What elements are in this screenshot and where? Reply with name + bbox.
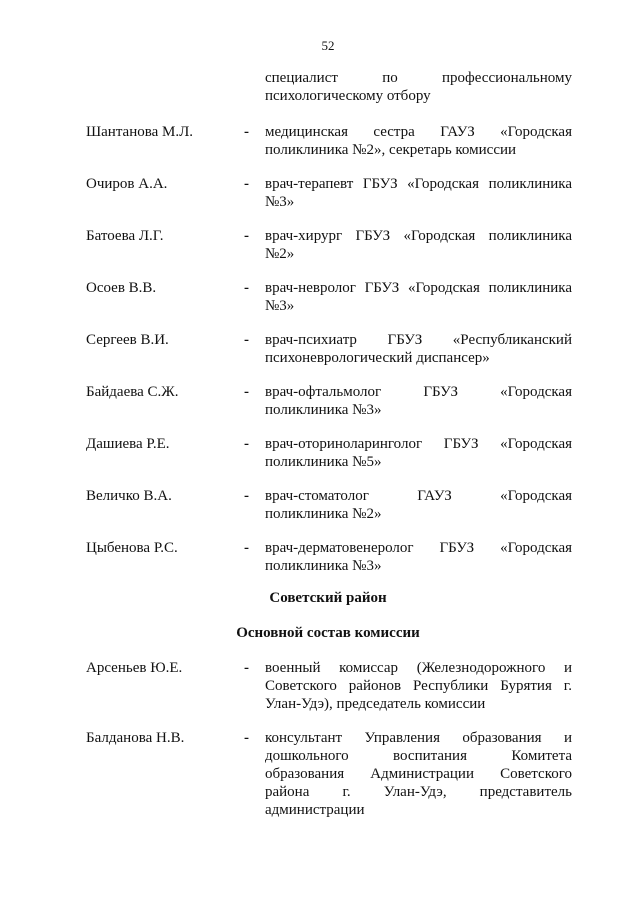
- description-line: врач-офтальмолог ГБУЗ «Городская: [265, 384, 572, 400]
- description-line: №2»: [265, 246, 295, 262]
- description-line: №3»: [265, 298, 295, 314]
- dash-separator: -: [244, 660, 249, 676]
- member-name: Арсеньев Ю.Е.: [86, 660, 183, 676]
- dash-separator: -: [244, 436, 249, 452]
- description-line: врач-оториноларинголог ГБУЗ «Городская: [265, 436, 572, 452]
- description-line: образования Администрации Советского: [265, 766, 572, 782]
- member-name: Осоев В.В.: [86, 280, 157, 296]
- description-line: администрации: [265, 802, 365, 818]
- description-line: поликлиника №5»: [265, 454, 382, 470]
- member-position: [265, 729, 572, 819]
- dash-separator: -: [244, 332, 249, 348]
- member-name: Очиров А.А.: [86, 176, 168, 192]
- description-line: врач-психиатр ГБУЗ «Республиканский: [265, 332, 572, 348]
- section-title: Советский район: [269, 590, 387, 606]
- dash-separator: -: [244, 488, 249, 504]
- description-line: врач-хирург ГБУЗ «Городская поликлиника: [265, 228, 572, 244]
- dash-separator: -: [244, 124, 249, 140]
- description-line: поликлиника №3»: [265, 558, 382, 574]
- description-line: врач-стоматолог ГАУЗ «Городская: [265, 488, 572, 504]
- description-line: поликлиника №3»: [265, 402, 382, 418]
- dash-separator: -: [244, 730, 249, 746]
- member-name: Балданова Н.В.: [86, 730, 185, 746]
- description-line: поликлиника №2»: [265, 506, 382, 522]
- dash-separator: -: [244, 176, 249, 192]
- member-position: [265, 227, 572, 263]
- description-line: психоневрологический диспансер»: [265, 350, 490, 366]
- member-position: [265, 539, 572, 575]
- member-position: [265, 435, 572, 471]
- member-position: [265, 175, 572, 211]
- entry-description: [265, 69, 572, 105]
- description-line: Советского районов Республики Бурятия г.: [265, 678, 572, 694]
- member-name: Сергеев В.И.: [86, 332, 169, 348]
- description-line: врач-терапевт ГБУЗ «Городская поликлиника: [265, 176, 572, 192]
- member-position: [265, 331, 572, 367]
- description-line: №3»: [265, 194, 295, 210]
- description-line: специалист по профессиональному: [265, 70, 572, 86]
- description-line: консультант Управления образования и: [265, 730, 572, 746]
- member-position: [265, 123, 572, 159]
- description-line: дошкольного воспитания Комитета: [265, 748, 572, 764]
- description-line: военный комиссар (Железнодорожного и: [265, 660, 572, 676]
- member-name: Дашиева Р.Е.: [86, 436, 170, 452]
- dash-separator: -: [244, 280, 249, 296]
- member-position: [265, 279, 572, 315]
- description-line: медицинская сестра ГАУЗ «Городская: [265, 124, 572, 140]
- description-line: поликлиника №2», секретарь комиссии: [265, 142, 517, 158]
- member-position: [265, 487, 572, 523]
- member-name: Цыбенова Р.С.: [86, 540, 178, 556]
- dash-separator: -: [244, 228, 249, 244]
- description-line: психологическому отбору: [265, 88, 431, 104]
- member-position: [265, 383, 572, 419]
- member-name: Байдаева С.Ж.: [86, 384, 179, 400]
- description-line: Улан-Удэ), председатель комиссии: [265, 696, 486, 712]
- description-line: района г. Улан-Удэ, представитель: [265, 784, 572, 800]
- subsection-title: Основной состав комиссии: [236, 625, 420, 641]
- member-name: Величко В.А.: [86, 488, 172, 504]
- description-line: врач-невролог ГБУЗ «Городская поликлиника: [265, 280, 572, 296]
- member-position: [265, 659, 572, 713]
- page-number: 52: [321, 38, 335, 53]
- dash-separator: -: [244, 384, 249, 400]
- dash-separator: -: [244, 540, 249, 556]
- member-name: Батоева Л.Г.: [86, 228, 164, 244]
- description-line: врач-дерматовенеролог ГБУЗ «Городская: [265, 540, 572, 556]
- member-name: Шантанова М.Л.: [86, 124, 194, 140]
